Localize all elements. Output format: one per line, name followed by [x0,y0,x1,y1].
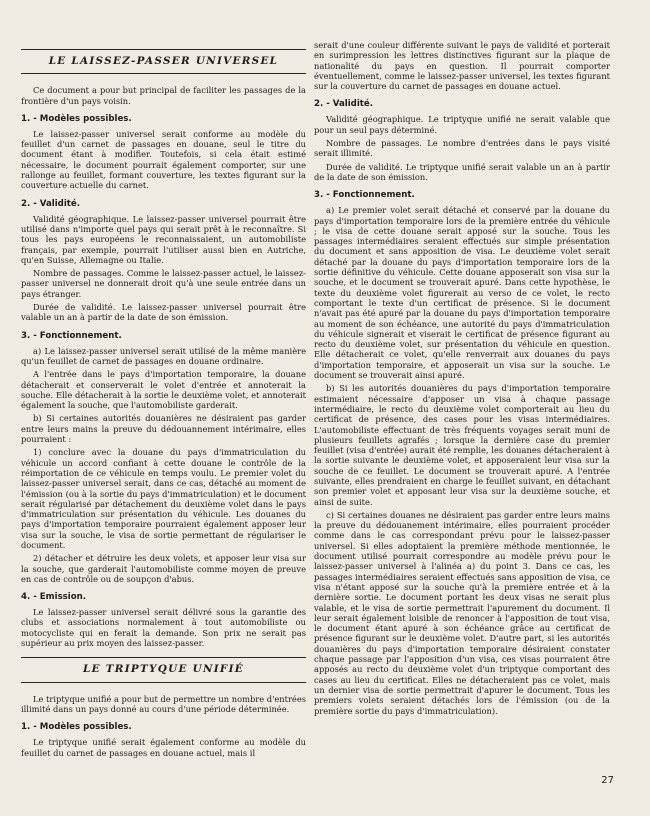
heading: 3. - Fonctionnement. [21,330,122,341]
paragraph: Le triptyque unifié a pour but de permettre un nombre d'entrées illimité dans un pays donné au cours d'une période déterminée. [21,693,307,714]
heading: 1. - Modèles possibles. [21,113,132,124]
heading: 2. - Validité. [314,99,373,110]
paragraph: b) Si les autorités douanières du pays d'importation temporaire estimaient nécessaire d'apposer un visa à chaque passage intermédiaire, le recto du deuxième volet comporterait au lieu du certificat de présence, des cases pour les visas intermédiaires. L'automobiliste effectuant de très fréquents voyages serait muni de plusieurs feuillets agrafés ; lorsque la dernière case du premier feuillet (visa d'entrée) aurait été remplie, les douanes détacheraient à la sortie suivante le deuxième volet, et apposeraient leur visa sur la souche de ce feuillet. Le document se trouverait apuré. A l'entrée suivante, elles prendraient en charge le feuillet suivant, en détachant son premier volet et apposant leur visa sur la deuxième souche, et ainsi de suite. [314,383,610,507]
heading: 1. - Modèles possibles. [21,722,132,733]
paragraph: Durée de validité. Le laissez-passer universel pourrait être valable un an à partir de la date de son émission. [21,302,306,323]
paragraph: 2) détacher et détruire les deux volets, et apposer leur visa sur la souche, que garderait l'automobiliste comme moyen de preuve en cas de contrôle ou de soupçon d'abus. [21,553,306,584]
paragraph: a) Le laissez-passer universel serait utilisé de la même manière qu'un feuillet de carnet de passages en douane ordinaire. [21,345,306,366]
heading: 4. - Emission. [21,592,87,603]
page-number: 27 [601,775,614,786]
paragraph: Durée de validité. Le triptyque unifié serait valable un an à partir de la date de son émission. [314,161,610,182]
paragraph: Validité géographique. Le laissez-passer universel pourrait être utilisé dans n'importe quel pays qui serait prêt à le reconnaître. Si tous les pays européens le reconnaissaient, un automobiliste français, par exemple, pourrait l'utiliser aussi bien en Autriche, qu'en Suisse, Allemagne ou Italie. [21,213,306,265]
section-title-laissez-passer: LE LAISSEZ-PASSER UNIVERSEL [21,49,306,74]
paragraph: Validité géographique. Le triptyque unifié ne serait valable que pour un seul pays déterminé. [314,114,610,135]
paragraph: serait d'une couleur différente suivant le pays de validité et porterait en surimpression les lettres distinctives figurant sur la plaque de nationalité du pays en question. Il pourrait comporter éventuellement, comme le laissez-passer universel, les textes figurant sur la couverture du carnet de passages en douane actuel. [314,40,610,92]
left-column [21,40,306,761]
paragraph: A l'entrée dans le pays d'importation temporaire, la douane détacherait et conserverait le volet d'entrée et annoterait la souche. Elle détacherait à la sortie le deuxième volet, et annoterait également la souche, que l'automobiliste garderait. [21,369,306,411]
section-title-triptyque: LE TRIPTYQUE UNIFIÉ [21,657,306,682]
paragraph: Nombre de passages. Le nombre d'entrées dans le pays visité serait illimité. [314,138,610,159]
heading: 2. - Validité. [21,198,80,209]
paragraph: 1) conclure avec la douane du pays d'immatriculation du véhicule un accord confiant à cette douane le contrôle de la réimportation de ce véhicule en temps voulu. Le premier volet du laissez-passer universel serait, dans ce cas, détaché au moment de l'émission (ou à la sortie du pays d'immatriculation) et le document serait régularisé par détachement du deuxième volet dans le pays d'immatriculation sur présentation du véhicule. Les douanes du pays d'importation temporaire pourraient également apposer leur visa sur la souche, le visa de sortie permettant de régulariser le document. [21,447,306,550]
paragraph: Le triptyque unifié serait également conforme au modèle du feuillet du carnet de passages en douane actuel, mais il [21,737,306,758]
paragraph: a) Le premier volet serait détaché et conservé par la douane du pays d'importation temporaire lors de la première entrée du véhicule ; le visa de cette douane serait apposé sur la souche. Tous les passages intermédiaires seraient effectués sur simple présentation du document et sans apposition de visa. Le deuxième volet serait détaché par la douane du pays d'importation temporaire lors de la sortie définitive du véhicule. Cette douane apposerait son visa sur la souche, et le document se trouverait apuré. Dans cette hypothèse, le texte du deuxième volet figurerait au verso de ce volet, le recto comportant le texte d'un certificat de présence. Si le document n'avait pas été apuré par la douane du pays d'importation temporaire au moment de son échéance, une autorité du pays d'immatriculation du véhicule signerait et viserait le certificat de présence figurant au recto du deuxième volet, sur présentation du véhicule en question. Elle détacherait ce volet, qu'elle renverrait aux douanes du pays d'importation temporaire, et apposerait un visa sur la souche. Le document se trouverait ainsi apuré. [314,205,610,381]
right-column [314,40,610,719]
paragraph: Le laissez-passer universel serait délivré sous la garantie des clubs et associations normalement à tout automobiliste ou motocycliste qui en ferait la demande. Son prix ne serait pas supérieur au prix moyen des laissez-passer. [21,607,306,649]
paragraph: Ce document a pour but principal de faciliter les passages de la frontière d'un pays voisin. [21,85,306,106]
paragraph: Le laissez-passer universel serait conforme au modèle du feuillet d'un carnet de passages en douane, seul le titre du document étant à modifier. Toutefois, si cela était estimé nécessaire, le document pourrait également comporter, sur une rallonge au feuillet, formant couverture, les textes figurant sur la couverture actuelle du carnet. [21,128,306,191]
heading: 3. - Fonctionnement. [314,190,415,201]
paragraph: c) Si certaines douanes ne désiraient pas garder entre leurs mains la preuve du dédouanement intérimaire, elles pourraient procéder comme dans le cas correspondant prévu pour le laissez-passer universel. Si elles adoptaient la première méthode mentionnée, le document utilisé pourrait correspondre au modèle prévu pour le laissez-passer universel à l'alinéa a) du point 3. Dans ce cas, les passages intermédiaires seraient effectués sans apposition de visa, ce visa n'étant apposé sur la souche qu'à la première entrée et à la dernière sortie. Le document portant les deux visas ne serait plus valable, et le visa de sortie permettrait l'apurement du document. Il leur serait également loisible de renoncer à l'apposition de tout visa, le document étant apuré à son échéance grâce au certificat de présence figurant sur le deuxième volet. D'autre part, si les autorités douanières du pays d'importation temporaire désiraient constater chaque passage par l'apposition d'un visa, ces visas pourraient être apposés au recto du deuxième volet d'un triptyque comportant des cases au lieu du certificat. Elles ne détacheraient pas ce volet, mais un dernier visa de sortie permettrait d'apurer le document. Tous les premiers volets seraient détachés lors de l'émission (ou de la première sortie du pays d'immatriculation). [314,509,610,716]
paragraph: b) Si certaines autorités douanières ne désiraient pas garder entre leurs mains la preuve du dédouannement intérimaire, elles pourraient : [21,413,306,445]
paragraph: Nombre de passages. Comme le laissez-passer actuel, le laissez-passer universel ne donnerait droit qu'à une seule entrée dans un pays étranger. [21,268,306,299]
